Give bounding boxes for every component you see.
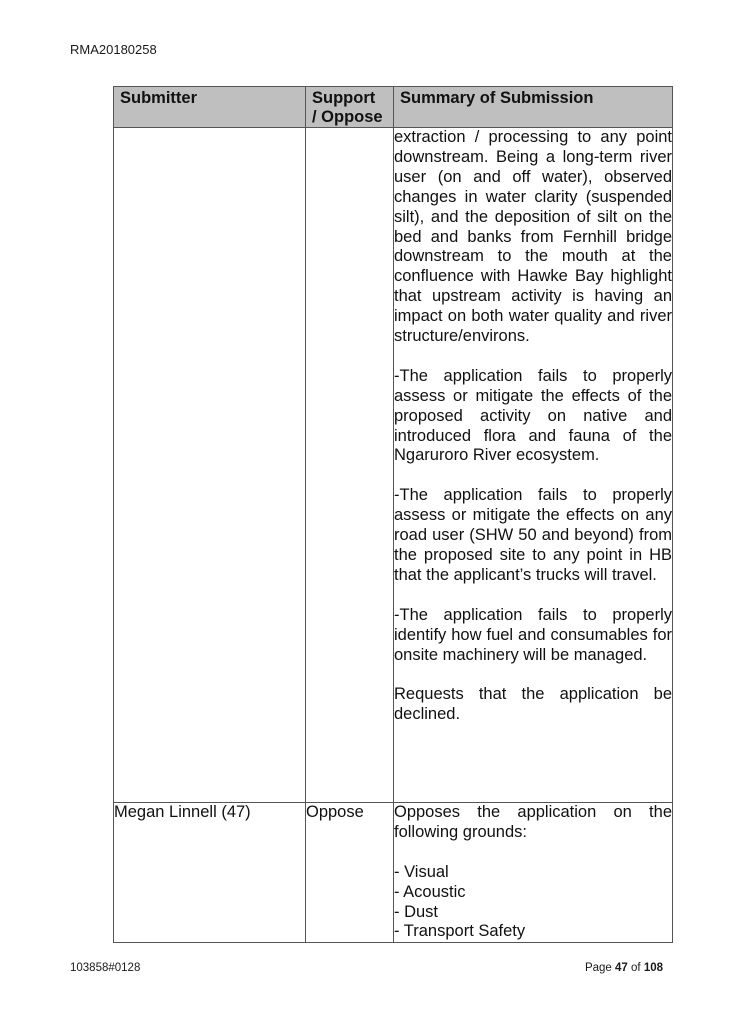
footer-page-number <box>585 962 663 974</box>
grounds-list <box>394 863 672 943</box>
table-row <box>114 803 673 943</box>
list-item: - Dust <box>394 902 439 921</box>
summary-intro: Opposes the application on the following grounds: <box>394 803 672 841</box>
header-submitter: Submitter <box>114 87 306 128</box>
header-support-line2: / Oppose <box>312 108 383 126</box>
table-row <box>114 128 673 803</box>
summary-paragraph: -The application fails to properly assess or mitigate the effects on any road user (SHW 50 and beyond) from the proposed site to any point in HB that the applicant’s trucks will travel. <box>394 486 672 584</box>
list-item: - Visual <box>394 862 449 881</box>
page-current: 47 <box>615 962 628 974</box>
table-header-row <box>114 87 673 128</box>
summary-paragraph: -The application fails to properly identify how fuel and consumables for onsite machinery will be managed. <box>394 605 672 664</box>
summary-paragraph: extraction / processing to any point downstream. Being a long-term river user (on and off water), observed changes in water clarity (suspended silt), and the deposition of silt on the bed and banks from Fernhill bridge downstream to the mouth at the confluence with Hawke Bay highlight that upstream activity is having an impact on both water quality and river structure/environs. <box>394 128 672 346</box>
stance-cell: Oppose <box>306 803 394 943</box>
submitter-cell: Megan Linnell (47) <box>114 803 306 943</box>
page-prefix: Page <box>584 962 612 974</box>
summary-cell <box>394 128 673 803</box>
summary-paragraph: -The application fails to properly assess or mitigate the effects of the proposed activity on native and introduced flora and fauna of the Ngaruroro River ecosystem. <box>394 366 672 465</box>
page-total: 108 <box>643 962 663 974</box>
document-reference: RMA20180258 <box>70 42 157 57</box>
summary-paragraph: Requests that the application be declined. <box>394 685 672 724</box>
header-support-line1: Support <box>312 89 376 107</box>
footer-document-id: 103858#0128 <box>70 962 141 974</box>
stance-cell <box>306 128 394 803</box>
header-summary: Summary of Submission <box>394 87 673 128</box>
list-item: - Transport Safety <box>394 922 526 941</box>
summary-cell <box>394 803 673 943</box>
list-item: - Acoustic <box>394 882 466 901</box>
page-of: of <box>631 962 641 974</box>
submitter-cell <box>114 128 306 803</box>
header-support-oppose <box>306 87 394 128</box>
submissions-table <box>113 86 673 943</box>
